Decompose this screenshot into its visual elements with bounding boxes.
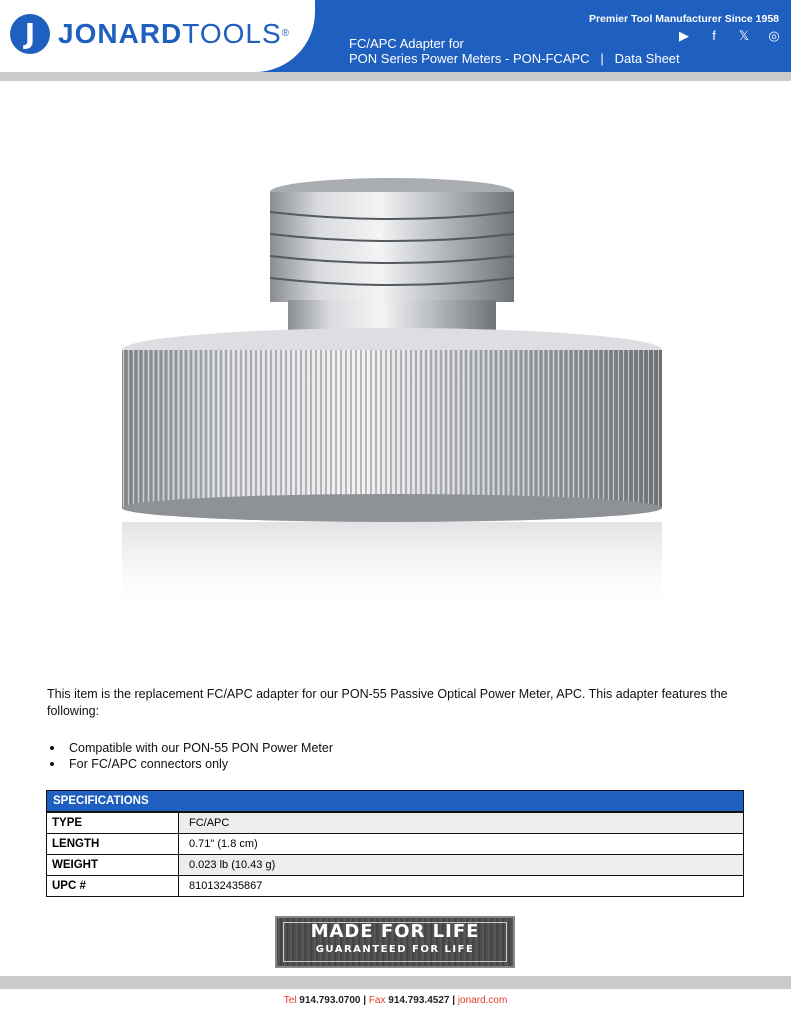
separator: | bbox=[363, 995, 367, 1006]
social-links bbox=[677, 28, 781, 44]
tagline: Premier Tool Manufacturer Since 1958 bbox=[588, 13, 779, 25]
made-for-life-badge bbox=[275, 916, 515, 968]
badge-line-1: MADE FOR LIFE bbox=[310, 921, 480, 942]
jonard-logo-icon: J bbox=[10, 14, 50, 54]
registered-mark: ® bbox=[281, 28, 291, 39]
footer-contact bbox=[0, 995, 791, 1006]
feature-list bbox=[47, 740, 333, 772]
list-item: Compatible with our PON-55 PON Power Meter bbox=[47, 740, 333, 756]
spec-label: UPC # bbox=[47, 876, 179, 896]
spec-value: 810132435867 bbox=[189, 880, 263, 892]
spec-label: TYPE bbox=[47, 813, 179, 833]
footer-divider bbox=[0, 976, 791, 989]
separator: | bbox=[452, 995, 456, 1006]
spec-value: 0.023 lb (10.43 g) bbox=[179, 855, 743, 875]
fax-label: Fax bbox=[368, 995, 386, 1006]
spec-label: WEIGHT bbox=[47, 855, 179, 875]
spec-value: FC/APC bbox=[179, 813, 743, 833]
spec-label: LENGTH bbox=[47, 834, 179, 854]
website-link[interactable]: jonard.com bbox=[457, 995, 508, 1006]
brand-bold: JONARD bbox=[58, 18, 183, 49]
page-header bbox=[0, 0, 791, 72]
header-divider bbox=[0, 72, 791, 81]
logo-plate bbox=[0, 0, 315, 72]
brand-name bbox=[58, 18, 290, 50]
base-knurl bbox=[122, 350, 662, 508]
fax-number: 914.793.4527 bbox=[388, 995, 450, 1006]
intro-paragraph: This item is the replacement FC/APC adapter for our PON-55 Passive Optical Power Meter, APC. This adapter features the following: bbox=[47, 687, 728, 718]
reflection bbox=[122, 522, 662, 617]
facebook-icon[interactable]: f bbox=[712, 28, 716, 43]
title-line-2: PON Series Power Meters - PON-FCAPC | Data Sheet bbox=[349, 51, 680, 66]
table-row bbox=[47, 812, 743, 833]
list-item: For FC/APC connectors only bbox=[47, 756, 333, 772]
tel-number[interactable]: 914.793.0700 bbox=[299, 995, 361, 1006]
instagram-icon[interactable]: ◎ bbox=[768, 28, 780, 43]
document-title bbox=[349, 36, 680, 66]
title-line-1: FC/APC Adapter for bbox=[349, 36, 464, 51]
specifications-table bbox=[46, 790, 744, 897]
brand-light: TOOLS bbox=[182, 18, 282, 49]
badge-line-2: GUARANTEED FOR LIFE bbox=[315, 944, 475, 955]
product-image bbox=[110, 150, 670, 620]
table-row bbox=[47, 833, 743, 854]
x-icon[interactable]: 𝕏 bbox=[738, 28, 750, 43]
table-row bbox=[47, 854, 743, 875]
specifications-heading: SPECIFICATIONS bbox=[47, 791, 743, 812]
table-row bbox=[47, 875, 743, 896]
spec-value: 0.71" (1.8 cm) bbox=[189, 838, 258, 850]
base-bottom bbox=[122, 494, 662, 522]
youtube-icon[interactable]: ▶ bbox=[679, 28, 689, 43]
tel-label: Tel bbox=[283, 995, 297, 1006]
